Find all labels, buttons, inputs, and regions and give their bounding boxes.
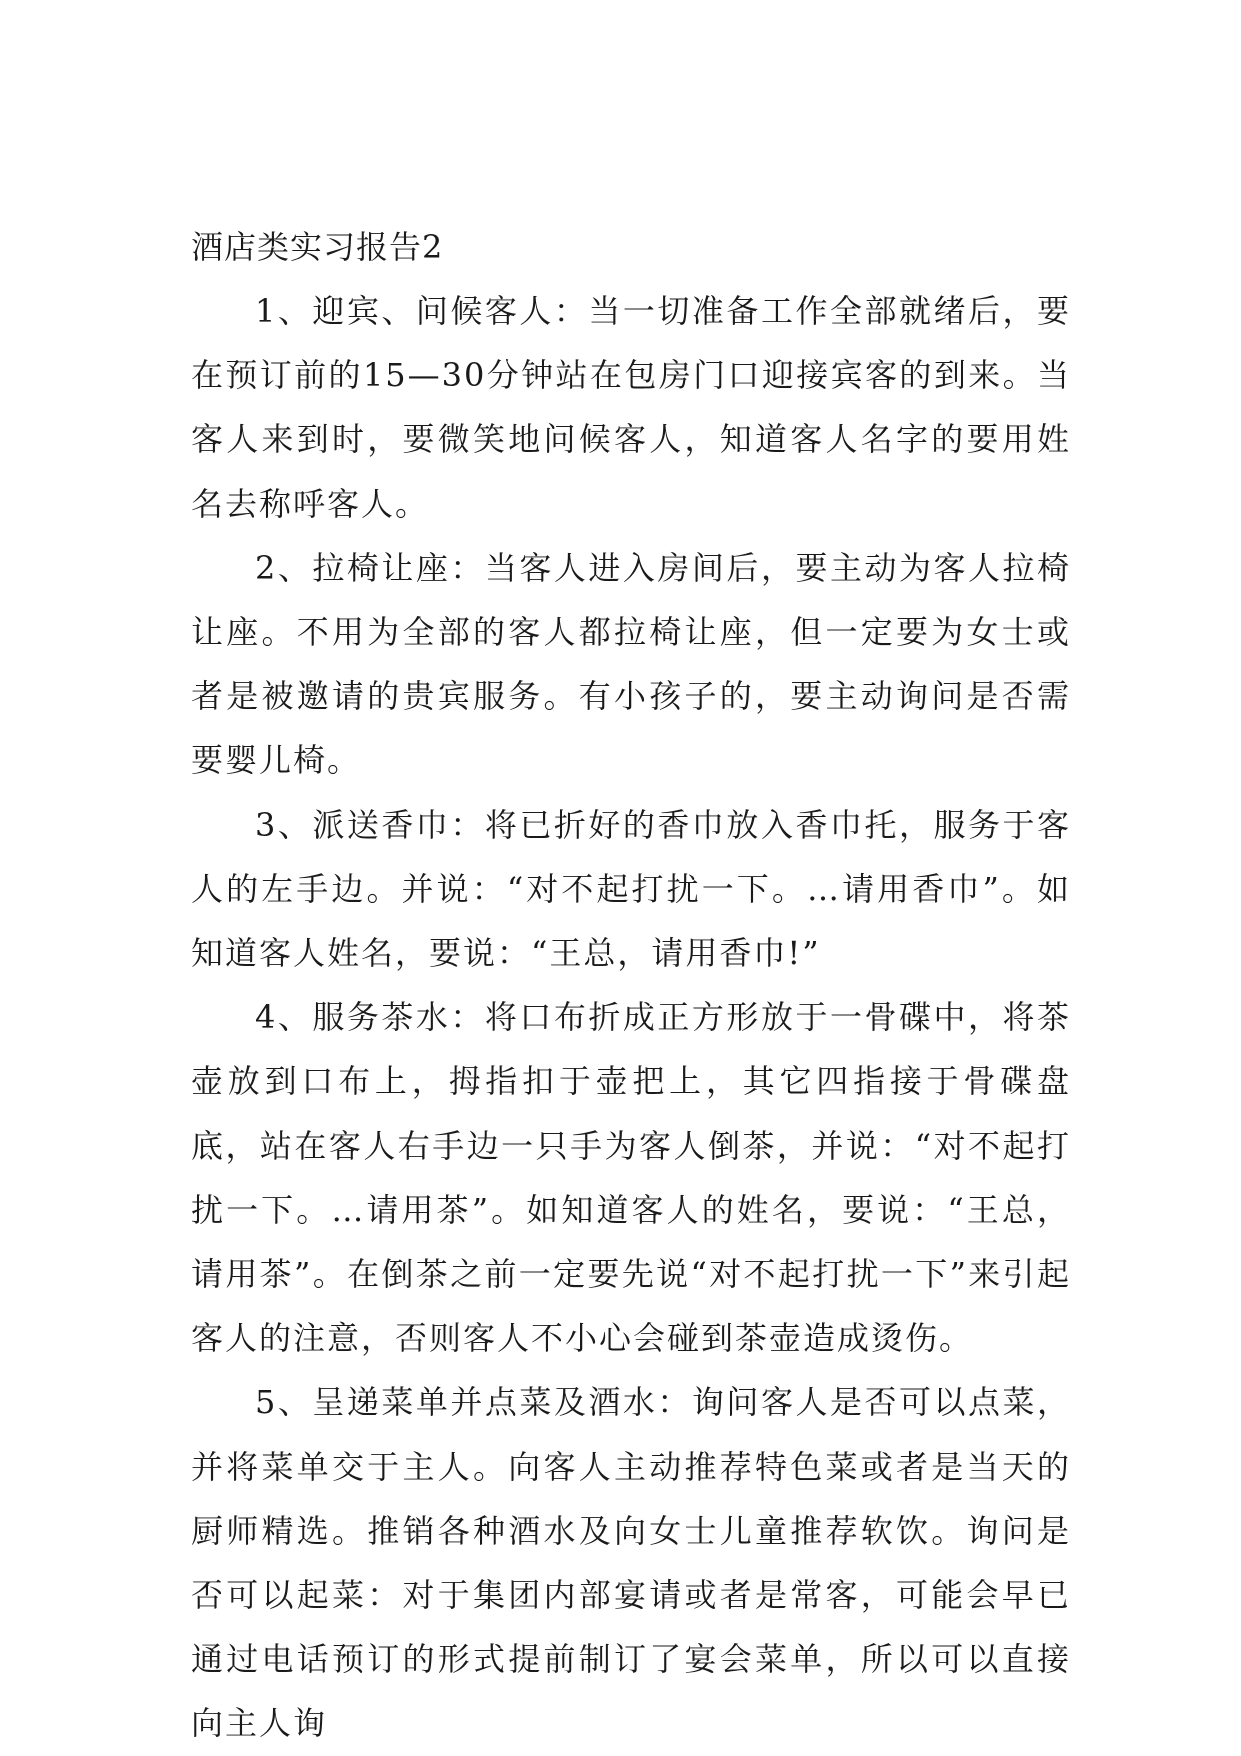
paragraph-seating: 2、拉椅让座：当客人进入房间后，要主动为客人拉椅让座。不用为全部的客人都拉椅让座，但一定要为女士或者是被邀请的贵宾服务。有小孩子的，要主动询问是否需要婴儿椅。 bbox=[191, 548, 1071, 780]
document-title: 酒店类实习报告2 bbox=[191, 228, 444, 266]
paragraph-greeting: 1、迎宾、问候客人：当一切准备工作全部就绪后，要在预订前的15—30分钟站在包房门口迎接宾客的到来。当客人来到时，要微笑地问候客人，知道客人名字的要用姓名去称呼客人。 bbox=[191, 292, 1071, 523]
paragraph-towel: 3、派送香巾：将已折好的香巾放入香巾托，服务于客人的左手边。并说：“对不起打扰一下。…请用香巾”。如知道客人姓名，要说：“王总，请用香巾!” bbox=[191, 805, 1071, 973]
document-body bbox=[191, 215, 1071, 1756]
paragraph-menu: 5、呈递菜单并点菜及酒水：询问客人是否可以点菜，并将菜单交于主人。向客人主动推荐特色菜或者是当天的厨师精选。推销各种酒水及向女士儿童推荐软饮。询问是否可以起菜：对于集团内部宴请或者是常客，可能会早已通过电话预订的形式提前制订了宴会菜单，所以可以直接向主人询 bbox=[191, 1383, 1071, 1743]
paragraph-tea: 4、服务茶水：将口布折成正方形放于一骨碟中，将茶壶放到口布上，拇指扣于壶把上，其它四指接于骨碟盘底，站在客人右手边一只手为客人倒茶，并说：“对不起打扰一下。…请用茶”。如知道客人的姓名，要说：“王总，请用茶”。在倒茶之前一定要先说“对不起打扰一下”来引起客人的注意，否则客人不小心会碰到茶壶造成烫伤。 bbox=[191, 998, 1071, 1358]
